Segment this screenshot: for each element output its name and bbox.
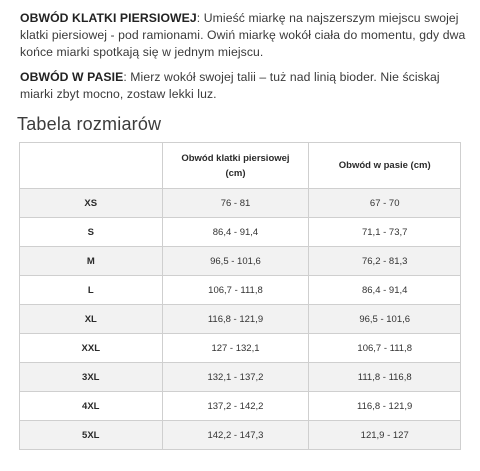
size-cell: 3XL <box>20 363 163 392</box>
size-cell: L <box>20 276 163 305</box>
chest-cell: 96,5 - 101,6 <box>162 247 309 276</box>
table-row <box>20 218 461 247</box>
chest-cell: 76 - 81 <box>162 189 309 218</box>
size-cell: 4XL <box>20 392 163 421</box>
waist-cell: 76,2 - 81,3 <box>309 247 461 276</box>
table-row <box>20 189 461 218</box>
chest-cell: 137,2 - 142,2 <box>162 392 309 421</box>
waist-label: OBWÓD W PASIE <box>20 70 124 84</box>
chest-cell: 127 - 132,1 <box>162 334 309 363</box>
size-cell: XXL <box>20 334 163 363</box>
table-row <box>20 421 461 450</box>
header-chest-label: Obwód klatki piersiowej (cm) <box>181 152 290 179</box>
waist-cell: 86,4 - 91,4 <box>309 276 461 305</box>
table-row <box>20 276 461 305</box>
chest-instructions <box>20 10 470 61</box>
waist-cell: 116,8 - 121,9 <box>309 392 461 421</box>
header-chest <box>162 143 309 189</box>
table-row <box>20 392 461 421</box>
waist-cell: 106,7 - 111,8 <box>309 334 461 363</box>
waist-cell: 67 - 70 <box>309 189 461 218</box>
waist-cell: 96,5 - 101,6 <box>309 305 461 334</box>
table-row <box>20 305 461 334</box>
waist-text: : Mierz wokół swojej talii – tuż nad linią bioder. Nie ściskaj miarki zbyt mocno, zostaw lekki luz. <box>20 70 440 101</box>
header-size <box>20 143 163 189</box>
waist-cell: 121,9 - 127 <box>309 421 461 450</box>
size-table-header-row <box>20 143 461 189</box>
chest-label: OBWÓD KLATKI PIERSIOWEJ <box>20 11 197 25</box>
header-waist: Obwód w pasie (cm) <box>309 143 461 189</box>
table-row <box>20 334 461 363</box>
chest-cell: 86,4 - 91,4 <box>162 218 309 247</box>
chest-cell: 116,8 - 121,9 <box>162 305 309 334</box>
table-row <box>20 247 461 276</box>
size-cell: XL <box>20 305 163 334</box>
table-row <box>20 363 461 392</box>
chest-cell: 132,1 - 137,2 <box>162 363 309 392</box>
size-cell: S <box>20 218 163 247</box>
chest-cell: 142,2 - 147,3 <box>162 421 309 450</box>
size-cell: M <box>20 247 163 276</box>
size-table <box>19 142 461 450</box>
chest-text: : Umieść miarkę na najszerszym miejscu swojej klatki piersiowej - pod ramionami. Owiń miarkę wokół ciała do momentu, gdy dwa końce miarki spotkają się w jednym miejscu. <box>20 11 466 59</box>
size-table-title: Tabela rozmiarów <box>17 114 162 134</box>
waist-cell: 71,1 - 73,7 <box>309 218 461 247</box>
size-cell: XS <box>20 189 163 218</box>
size-cell: 5XL <box>20 421 163 450</box>
chest-cell: 106,7 - 111,8 <box>162 276 309 305</box>
waist-cell: 111,8 - 116,8 <box>309 363 461 392</box>
waist-instructions <box>20 69 470 103</box>
